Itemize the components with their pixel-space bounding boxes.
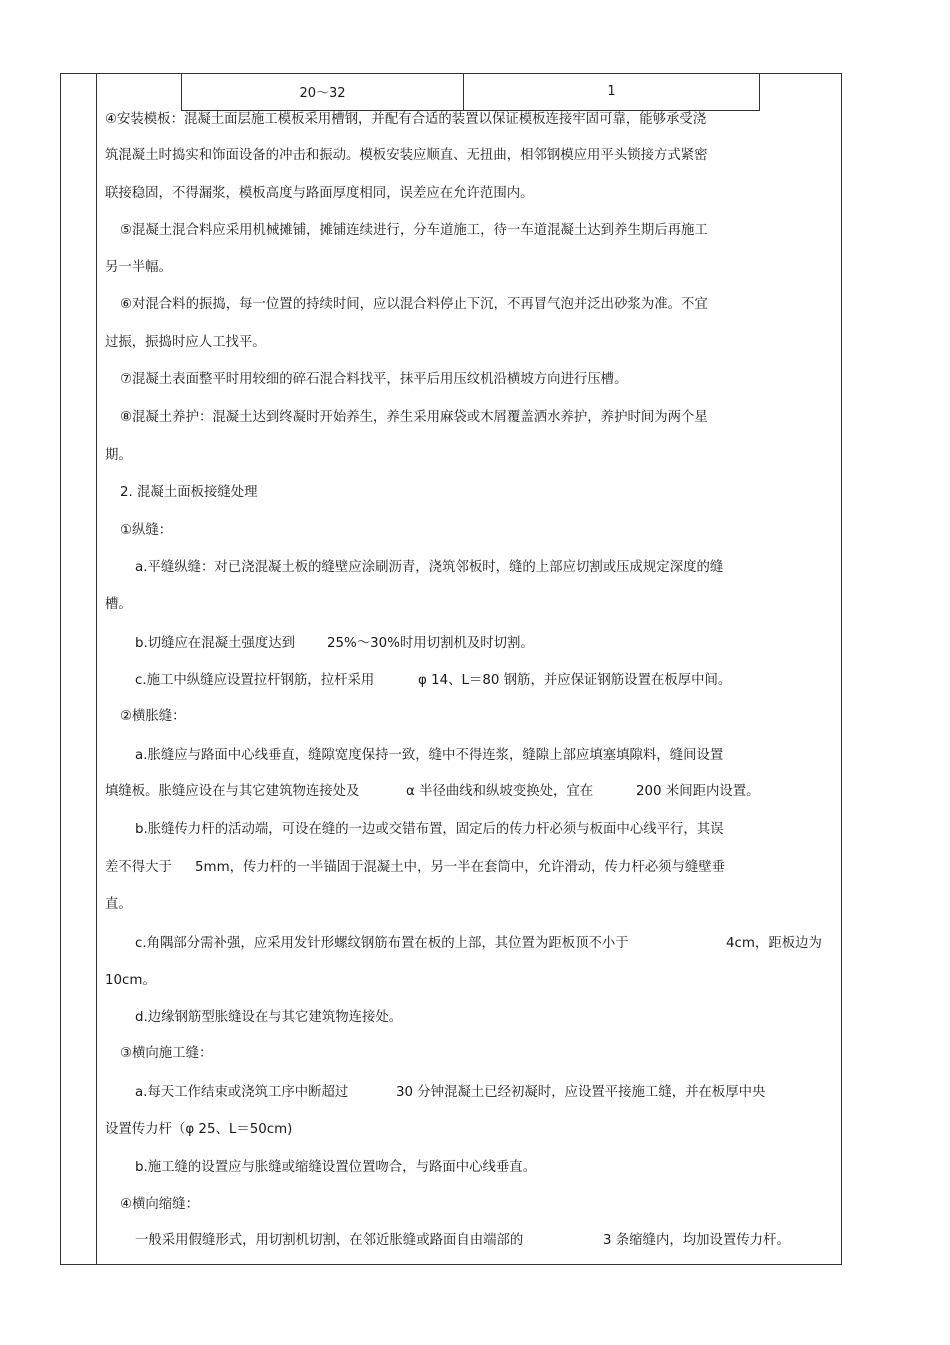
text-line: 4cm，距板边为 (726, 936, 822, 951)
text-line: ⑧混凝土养护：混凝土达到终凝时开始养生，养生采用麻袋或木屑覆盖洒水养护，养护时间为两个星 (120, 410, 708, 425)
text-line: 联接稳固，不得漏浆，模板高度与路面厚度相同，误差应在允许范围内。 (105, 186, 534, 201)
text-line: 2. 混凝土面板接缝处理 (120, 485, 258, 500)
text-line: 填缝板。胀缝应设在与其它建筑物连接处及 (105, 784, 360, 799)
text-line: ①纵缝： (120, 523, 173, 538)
text-line: α 半径曲线和纵坡变换处，宜在 (406, 784, 594, 799)
text-line: 过振，振捣时应人工找平。 (105, 335, 266, 350)
text-line: a.平缝纵缝：对已浇混凝土板的缝壁应涂刷沥青，浇筑邻板时，缝的上部应切割或压成规定深度的缝 (135, 560, 724, 575)
text-line: 筑混凝土时捣实和饰面设备的冲击和振动。模板安装应顺直、无扭曲，相邻钢模应用平头锁接方式紧密 (105, 148, 708, 163)
text-line: 200 米间距内设置。 (636, 784, 760, 799)
text-line: ④安装模板：混凝土面层施工模板采用槽钢，并配有合适的装置以保证模板连接牢固可靠，能够承受浇 (105, 112, 707, 127)
text-line: 3 条缩缝内，均加设置传力杆。 (603, 1233, 790, 1248)
text-line: 一般采用假缝形式，用切割机切割，在邻近胀缝或路面自由端部的 (135, 1233, 524, 1248)
text-line: 期。 (105, 448, 132, 463)
text-line: 30 分钟混凝土已经初凝时，应设置平接施工缝，并在板厚中央 (396, 1085, 766, 1100)
text-line: 25%～30%时用切割机及时切割。 (327, 636, 534, 651)
text-line: 槽。 (105, 597, 132, 612)
text-line: b.切缝应在混凝土强度达到 (135, 636, 296, 651)
text-line: φ 14、L＝80 钢筋，并应保证钢筋设置在板厚中间。 (418, 673, 732, 688)
left-column-divider (96, 73, 97, 1265)
text-line: 直。 (105, 897, 132, 912)
text-line: 10cm。 (105, 973, 156, 988)
text-line: c.施工中纵缝应设置拉杆钢筋，拉杆采用 (135, 673, 375, 688)
text-line: b.胀缝传力杆的活动端，可设在缝的一边或交错布置，固定后的传力杆必须与板面中心线平行，其误 (135, 822, 724, 837)
text-line: ⑤混凝土混合料应采用机械摊铺，摊铺连续进行，分车道施工，待一车道混凝土达到养生期后再施工 (120, 223, 708, 238)
text-line: a.胀缝应与路面中心线垂直，缝隙宽度保持一致，缝中不得连浆，缝隙上部应填塞填隙料，缝间设置 (135, 748, 724, 763)
text-line: 差不得大于 (105, 860, 172, 875)
text-line: a.每天工作结束或浇筑工序中断超过 (135, 1085, 349, 1100)
table-cell-value: 1 (607, 84, 616, 99)
text-line: c.角隅部分需补强，应采用发针形螺纹钢筋布置在板的上部，其位置为距板顶不小于 (135, 936, 629, 951)
text-line: d.边缘钢筋型胀缝设在与其它建筑物连接处。 (135, 1010, 403, 1025)
text-line: b.施工缝的设置应与胀缝或缩缝设置位置吻合，与路面中心线垂直。 (135, 1160, 537, 1175)
text-line: ④横向缩缝： (120, 1197, 199, 1212)
text-line: ⑥对混合料的振捣，每一位置的持续时间，应以混合料停止下沉，不再冒气泡并泛出砂浆为准。不宜 (120, 297, 708, 312)
text-line: ②横胀缝： (120, 709, 186, 724)
text-line: 设置传力杆（φ 25、L＝50cm) (105, 1122, 293, 1137)
text-line: 另一半幅。 (105, 260, 172, 275)
spec-table-row (181, 73, 760, 111)
table-cell-range: 20～32 (182, 73, 464, 110)
text-line: 5mm，传力杆的一半锚固于混凝土中，另一半在套筒中，允许滑动，传力杆必须与缝壁垂 (195, 860, 726, 875)
text-line: ③横向施工缝： (120, 1046, 213, 1061)
text-line: ⑦混凝土表面整平时用较细的碎石混合料找平，抹平后用压纹机沿横坡方向进行压槽。 (120, 372, 628, 387)
